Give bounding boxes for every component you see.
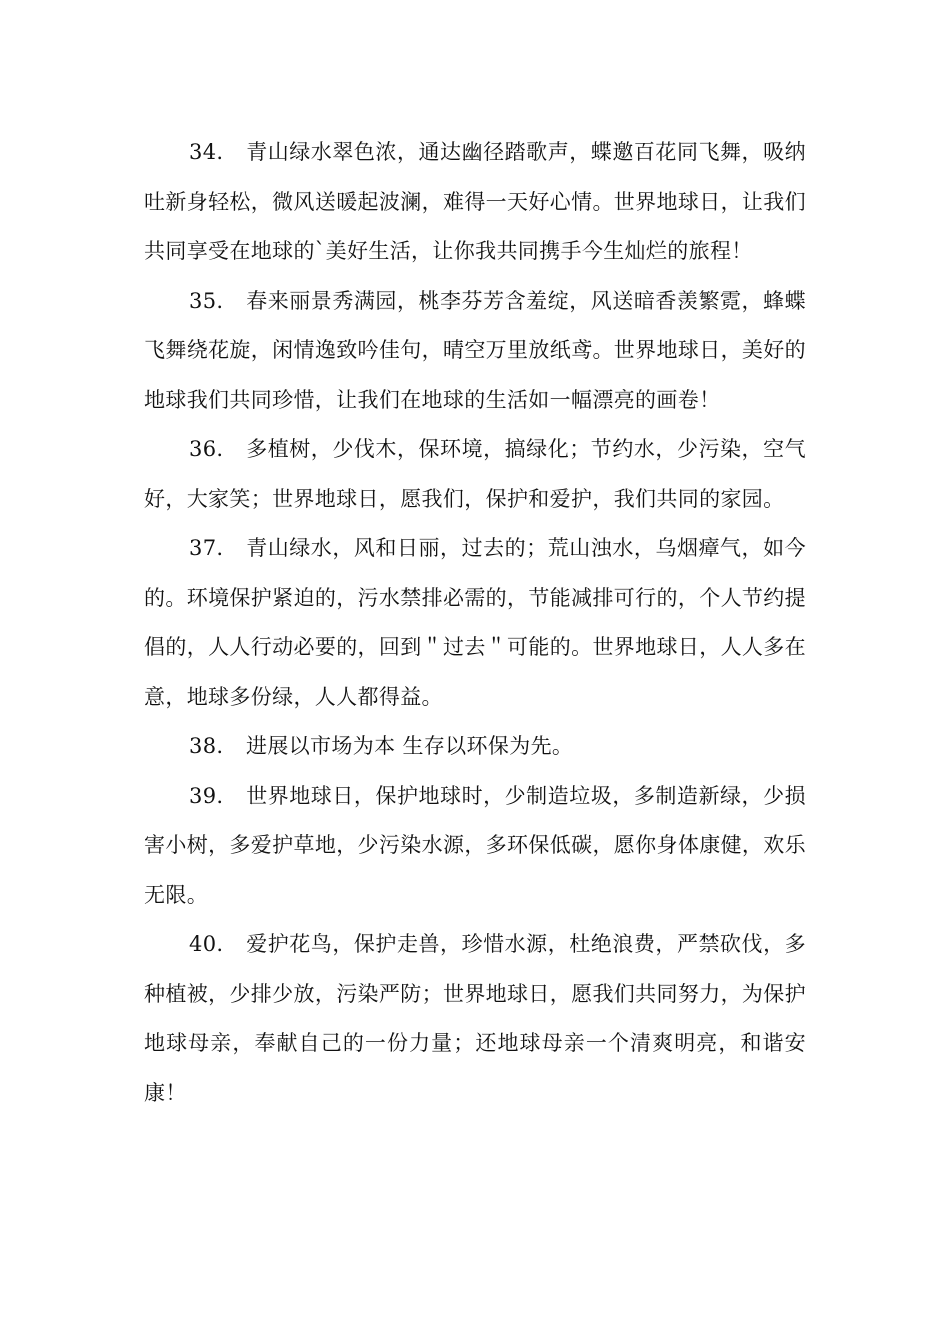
paragraph-34 <box>144 128 806 277</box>
paragraph-text: 多植树，少伐木，保环境，搞绿化；节约水，少污染，空气好，大家笑；世界地球日，愿我们，保护和爱护，我们共同的家园。 <box>144 437 806 511</box>
paragraph-text: 进展以市场为本 生存以环保为先。 <box>246 734 574 758</box>
paragraph-text: 爱护花鸟，保护走兽，珍惜水源，杜绝浪费，严禁砍伐，多种植被，少排少放，污染严防；世界地球日，愿我们共同努力，为保护地球母亲，奉献自己的一份力量；还地球母亲一个清爽明亮，和谐安康！ <box>144 932 806 1105</box>
paragraph-text: 春来丽景秀满园，桃李芬芳含羞绽，风送暗香羡繁霓，蜂蝶飞舞绕花旋，闲情逸致吟佳句，晴空万里放纸鸢。世界地球日，美好的地球我们共同珍惜，让我们在地球的生活如一幅漂亮的画卷！ <box>144 288 806 412</box>
paragraph-37 <box>144 524 806 722</box>
paragraph-text: 世界地球日，保护地球时，少制造垃圾，多制造新绿，少损害小树，多爱护草地，少污染水源，多环保低碳，愿你身体康健，欢乐无限。 <box>144 783 806 907</box>
paragraph-35 <box>144 277 806 426</box>
paragraph-number: 40. <box>189 932 224 956</box>
paragraph-text: 青山绿水翠色浓，通达幽径踏歌声，蝶邀百花同飞舞，吸纳吐新身轻松，微风送暖起波澜，难得一天好心情。世界地球日，让我们共同享受在地球的`美好生活，让你我共同携手今生灿烂的旅程！ <box>144 140 806 263</box>
paragraph-38 <box>144 722 806 772</box>
paragraph-40 <box>144 920 806 1118</box>
paragraph-number: 34. <box>189 140 224 164</box>
paragraph-36 <box>144 425 806 524</box>
paragraph-number: 39. <box>189 783 224 808</box>
paragraph-text: 青山绿水，风和日丽，过去的；荒山浊水，乌烟瘴气，如今的。环境保护紧迫的，污水禁排必需的，节能减排可行的，个人节约提倡的，人人行动必要的，回到＂过去＂可能的。世界地球日，人人多在意，地球多份绿，人人都得益。 <box>144 536 806 709</box>
paragraph-number: 36. <box>189 437 224 461</box>
paragraph-number: 38. <box>189 734 224 758</box>
document-body <box>144 128 806 1118</box>
paragraph-39 <box>144 772 806 921</box>
paragraph-number: 35. <box>189 288 224 313</box>
paragraph-number: 37. <box>189 536 224 560</box>
